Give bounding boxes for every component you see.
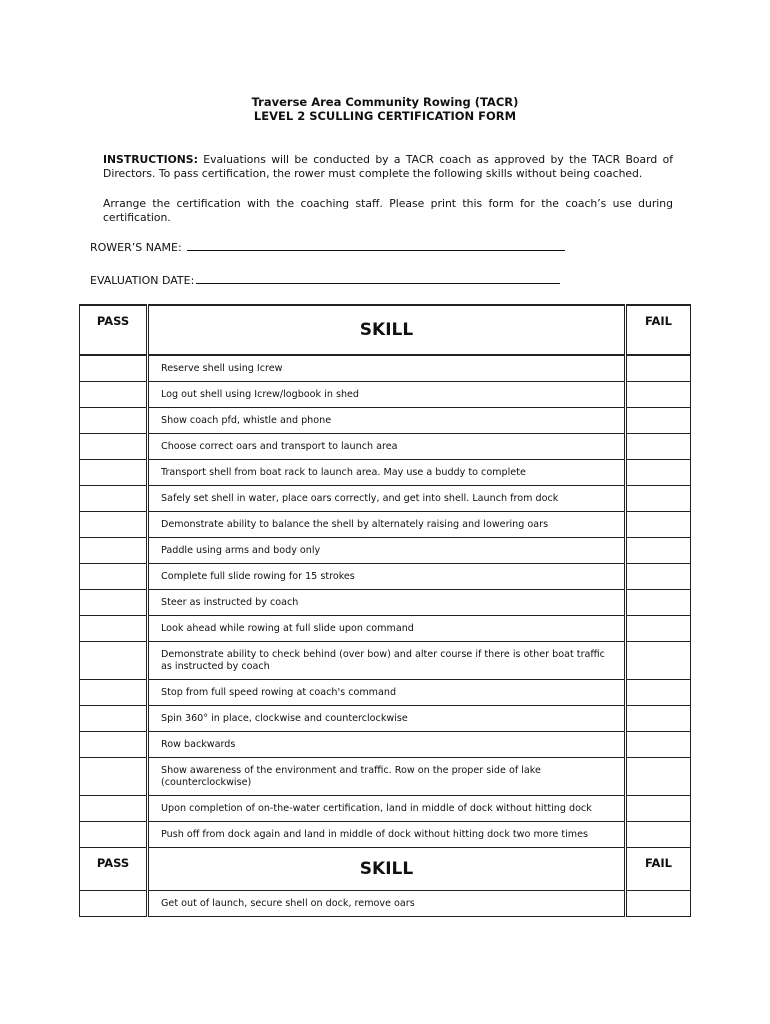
table-row	[80, 796, 691, 822]
fail-checkbox-cell[interactable]	[626, 642, 691, 680]
skill-header: SKILL	[148, 305, 626, 355]
table-row	[80, 512, 691, 538]
skill-cell: Demonstrate ability to check behind (over bow) and alter course if there is other boat traffic as instructed by coach	[148, 642, 626, 680]
arrange-paragraph: Arrange the certification with the coaching staff. Please print this form for the coach’s use during certification.	[103, 197, 673, 224]
skill-cell: Transport shell from boat rack to launch area. May use a buddy to complete	[148, 460, 626, 486]
rower-name-field[interactable]	[90, 239, 565, 254]
fail-checkbox-cell[interactable]	[626, 538, 691, 564]
table-row	[80, 382, 691, 408]
table-row	[80, 732, 691, 758]
instructions-paragraph	[103, 153, 673, 180]
rower-name-line[interactable]	[187, 239, 565, 251]
table-row	[80, 822, 691, 848]
table-row	[80, 891, 691, 917]
table-row	[80, 355, 691, 382]
pass-checkbox-cell[interactable]	[80, 486, 148, 512]
pass-checkbox-cell[interactable]	[80, 512, 148, 538]
instructions-label: INSTRUCTIONS:	[103, 153, 198, 166]
fail-checkbox-cell[interactable]	[626, 891, 691, 917]
skill-cell: Reserve shell using Icrew	[148, 355, 626, 382]
table-header-row-2	[80, 848, 691, 891]
pass-checkbox-cell[interactable]	[80, 732, 148, 758]
skill-cell: Choose correct oars and transport to launch area	[148, 434, 626, 460]
table-row	[80, 434, 691, 460]
fail-checkbox-cell[interactable]	[626, 590, 691, 616]
table-row	[80, 706, 691, 732]
fail-checkbox-cell[interactable]	[626, 434, 691, 460]
skill-cell: Row backwards	[148, 732, 626, 758]
table-row	[80, 538, 691, 564]
form-title-org: Traverse Area Community Rowing (TACR)	[251, 95, 519, 109]
instructions-text: Evaluations will be conducted by a TACR coach as approved by the TACR Board of Directors. To pass certification, the rower must complete the following skills without being coached.	[103, 153, 673, 180]
table-row	[80, 758, 691, 796]
fail-checkbox-cell[interactable]	[626, 512, 691, 538]
skill-cell: Demonstrate ability to balance the shell by alternately raising and lowering oars	[148, 512, 626, 538]
pass-checkbox-cell[interactable]	[80, 434, 148, 460]
fail-checkbox-cell[interactable]	[626, 732, 691, 758]
pass-checkbox-cell[interactable]	[80, 642, 148, 680]
pass-checkbox-cell[interactable]	[80, 822, 148, 848]
skill-cell: Show coach pfd, whistle and phone	[148, 408, 626, 434]
fail-header-2: FAIL	[626, 848, 691, 891]
skill-cell: Safely set shell in water, place oars correctly, and get into shell. Launch from dock	[148, 486, 626, 512]
fail-checkbox-cell[interactable]	[626, 382, 691, 408]
pass-checkbox-cell[interactable]	[80, 382, 148, 408]
skill-cell: Spin 360° in place, clockwise and counterclockwise	[148, 706, 626, 732]
pass-checkbox-cell[interactable]	[80, 706, 148, 732]
skill-cell: Show awareness of the environment and traffic. Row on the proper side of lake (counterclockwise)	[148, 758, 626, 796]
fail-checkbox-cell[interactable]	[626, 486, 691, 512]
skill-cell: Look ahead while rowing at full slide upon command	[148, 616, 626, 642]
pass-checkbox-cell[interactable]	[80, 564, 148, 590]
table-row	[80, 590, 691, 616]
fail-checkbox-cell[interactable]	[626, 408, 691, 434]
table-row	[80, 564, 691, 590]
skill-cell: Upon completion of on-the-water certification, land in middle of dock without hitting dock	[148, 796, 626, 822]
fail-checkbox-cell[interactable]	[626, 460, 691, 486]
evaluation-date-line[interactable]	[196, 272, 560, 284]
skill-header-2: SKILL	[148, 848, 626, 891]
pass-checkbox-cell[interactable]	[80, 355, 148, 382]
fail-checkbox-cell[interactable]	[626, 680, 691, 706]
pass-header: PASS	[80, 305, 148, 355]
table-row	[80, 616, 691, 642]
table-header-row	[80, 305, 691, 355]
fail-checkbox-cell[interactable]	[626, 355, 691, 382]
pass-checkbox-cell[interactable]	[80, 680, 148, 706]
skill-cell: Paddle using arms and body only	[148, 538, 626, 564]
pass-checkbox-cell[interactable]	[80, 891, 148, 917]
evaluation-date-label: EVALUATION DATE:	[90, 274, 195, 287]
skill-cell: Get out of launch, secure shell on dock, remove oars	[148, 891, 626, 917]
pass-checkbox-cell[interactable]	[80, 408, 148, 434]
pass-checkbox-cell[interactable]	[80, 796, 148, 822]
pass-header-2: PASS	[80, 848, 148, 891]
fail-checkbox-cell[interactable]	[626, 758, 691, 796]
form-title: LEVEL 2 SCULLING CERTIFICATION FORM	[253, 109, 517, 123]
pass-checkbox-cell[interactable]	[80, 758, 148, 796]
fail-checkbox-cell[interactable]	[626, 616, 691, 642]
skills-table	[79, 304, 691, 917]
skill-cell: Complete full slide rowing for 15 strokes	[148, 564, 626, 590]
fail-checkbox-cell[interactable]	[626, 706, 691, 732]
table-row	[80, 642, 691, 680]
pass-checkbox-cell[interactable]	[80, 460, 148, 486]
table-row	[80, 408, 691, 434]
pass-checkbox-cell[interactable]	[80, 590, 148, 616]
pass-checkbox-cell[interactable]	[80, 616, 148, 642]
skill-cell: Steer as instructed by coach	[148, 590, 626, 616]
evaluation-date-field[interactable]	[90, 272, 560, 287]
fail-checkbox-cell[interactable]	[626, 796, 691, 822]
fail-checkbox-cell[interactable]	[626, 564, 691, 590]
rower-name-label: ROWER’S NAME:	[90, 241, 186, 254]
skill-cell: Log out shell using Icrew/logbook in shed	[148, 382, 626, 408]
skill-cell: Push off from dock again and land in middle of dock without hitting dock two more times	[148, 822, 626, 848]
table-row	[80, 486, 691, 512]
fail-checkbox-cell[interactable]	[626, 822, 691, 848]
skill-cell: Stop from full speed rowing at coach's command	[148, 680, 626, 706]
pass-checkbox-cell[interactable]	[80, 538, 148, 564]
table-row	[80, 680, 691, 706]
table-row	[80, 460, 691, 486]
fail-header: FAIL	[626, 305, 691, 355]
